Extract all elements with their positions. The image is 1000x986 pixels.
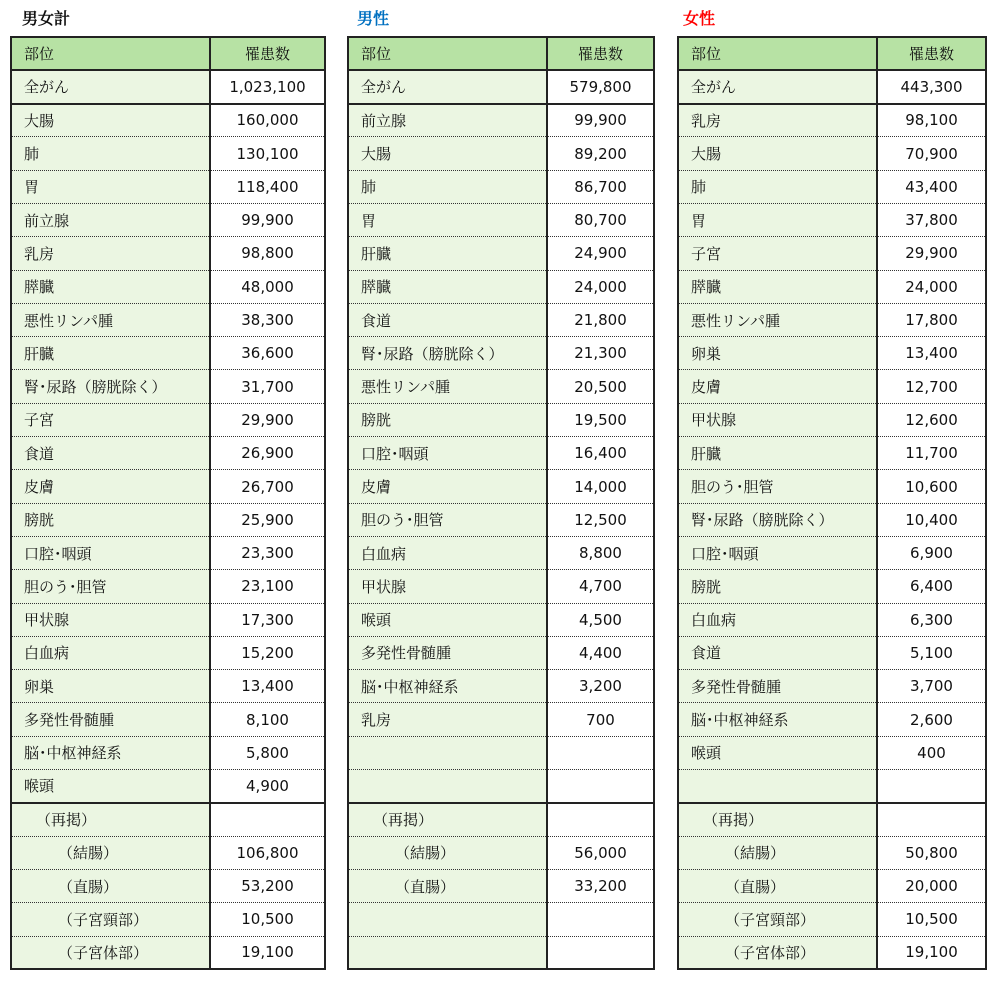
cases-cell: 33,200 <box>547 869 654 902</box>
cases-cell <box>547 903 654 936</box>
empty-cell <box>547 803 654 836</box>
site-cell: 多発性骨髄腫 <box>11 703 210 736</box>
site-cell: （子宮頸部） <box>11 903 210 936</box>
reprint-row <box>348 936 654 969</box>
cases-cell: 20,000 <box>877 869 986 902</box>
table-row <box>11 237 325 270</box>
cases-cell: 37,800 <box>877 203 986 236</box>
site-cell: （直腸） <box>348 869 547 902</box>
site-cell: 脳･中枢神経系 <box>348 670 547 703</box>
site-cell: 甲状腺 <box>678 403 877 436</box>
site-cell: 多発性骨髄腫 <box>348 636 547 669</box>
table-row <box>11 137 325 170</box>
cases-cell: 10,500 <box>210 903 325 936</box>
site-cell: 卵巣 <box>678 337 877 370</box>
site-cell: 胃 <box>678 203 877 236</box>
cases-cell: 19,100 <box>210 936 325 969</box>
site-cell: 皮膚 <box>348 470 547 503</box>
cases-cell: 26,700 <box>210 470 325 503</box>
reprint-row <box>11 836 325 869</box>
site-cell: 脳･中枢神経系 <box>11 736 210 769</box>
cases-cell: 15,200 <box>210 636 325 669</box>
site-cell: 甲状腺 <box>11 603 210 636</box>
site-cell: 甲状腺 <box>348 570 547 603</box>
header-cases: 罹患数 <box>877 37 986 70</box>
site-cell: 胆のう･胆管 <box>678 470 877 503</box>
cases-cell: 24,000 <box>877 270 986 303</box>
cases-cell: 98,800 <box>210 237 325 270</box>
cases-cell: 106,800 <box>210 836 325 869</box>
table-row <box>11 170 325 203</box>
cases-cell: 86,700 <box>547 170 654 203</box>
site-cell: （直腸） <box>678 869 877 902</box>
table-row <box>11 603 325 636</box>
cases-cell: 13,400 <box>210 670 325 703</box>
site-cell: 膵臓 <box>678 270 877 303</box>
cases-cell: 80,700 <box>547 203 654 236</box>
header-row <box>348 37 654 70</box>
reprint-row <box>11 936 325 969</box>
reprint-row <box>11 869 325 902</box>
cases-cell: 19,100 <box>877 936 986 969</box>
site-cell: 多発性骨髄腫 <box>678 670 877 703</box>
cases-cell: 24,900 <box>547 237 654 270</box>
site-cell: （子宮体部） <box>678 936 877 969</box>
table-row <box>11 370 325 403</box>
cases-cell: 6,900 <box>877 536 986 569</box>
table-row <box>11 536 325 569</box>
site-cell <box>348 736 547 769</box>
reprint-label: （再掲） <box>11 803 210 836</box>
cases-cell: 4,900 <box>210 770 325 803</box>
table-row <box>678 270 986 303</box>
cases-cell: 12,600 <box>877 403 986 436</box>
site-cell: 卵巣 <box>11 670 210 703</box>
site-cell: 皮膚 <box>11 470 210 503</box>
reprint-label: （再掲） <box>348 803 547 836</box>
site-cell: 胃 <box>11 170 210 203</box>
total-row <box>678 70 986 103</box>
total-row <box>11 70 325 103</box>
table-row <box>11 437 325 470</box>
incidence-table-female <box>677 36 987 970</box>
cases-cell: 38,300 <box>210 303 325 336</box>
site-cell: 白血病 <box>11 636 210 669</box>
cases-cell: 3,700 <box>877 670 986 703</box>
table-row <box>348 570 654 603</box>
cases-cell: 5,100 <box>877 636 986 669</box>
table-row <box>678 437 986 470</box>
site-cell: 乳房 <box>348 703 547 736</box>
table-row <box>348 104 654 137</box>
cases-cell: 23,100 <box>210 570 325 603</box>
cases-cell: 10,500 <box>877 903 986 936</box>
site-cell: 悪性リンパ腫 <box>11 303 210 336</box>
empty-cell <box>210 803 325 836</box>
table-row <box>678 503 986 536</box>
table-row <box>678 337 986 370</box>
cases-cell: 21,300 <box>547 337 654 370</box>
reprint-row <box>348 869 654 902</box>
site-cell: 大腸 <box>348 137 547 170</box>
table-row <box>348 636 654 669</box>
site-cell: 喉頭 <box>678 736 877 769</box>
site-cell: （子宮体部） <box>11 936 210 969</box>
table-row <box>348 137 654 170</box>
site-cell: 前立腺 <box>11 203 210 236</box>
table-row <box>11 203 325 236</box>
table-row <box>348 170 654 203</box>
site-cell: 胆のう･胆管 <box>11 570 210 603</box>
cases-cell: 17,800 <box>877 303 986 336</box>
cases-cell: 10,400 <box>877 503 986 536</box>
cases-cell: 400 <box>877 736 986 769</box>
cases-cell: 10,600 <box>877 470 986 503</box>
table-row <box>348 603 654 636</box>
table-row <box>11 770 325 803</box>
cases-cell: 99,900 <box>210 203 325 236</box>
cases-cell: 24,000 <box>547 270 654 303</box>
site-cell: 悪性リンパ腫 <box>348 370 547 403</box>
site-cell: 大腸 <box>11 104 210 137</box>
site-cell: 全がん <box>11 70 210 103</box>
site-cell: （結腸） <box>348 836 547 869</box>
site-cell: 食道 <box>678 636 877 669</box>
table-row <box>678 603 986 636</box>
table-row <box>348 203 654 236</box>
cases-cell: 25,900 <box>210 503 325 536</box>
cases-cell <box>547 770 654 803</box>
site-cell: 全がん <box>678 70 877 103</box>
site-cell <box>348 770 547 803</box>
cases-cell: 70,900 <box>877 137 986 170</box>
table-row <box>678 303 986 336</box>
table-row <box>348 403 654 436</box>
header-cases: 罹患数 <box>547 37 654 70</box>
table-title-total: 男女計 <box>22 9 71 28</box>
site-cell: 乳房 <box>678 104 877 137</box>
reprint-row <box>11 903 325 936</box>
cases-cell: 17,300 <box>210 603 325 636</box>
cases-cell: 20,500 <box>547 370 654 403</box>
table-row <box>678 670 986 703</box>
incidence-table-male <box>347 36 655 970</box>
cases-cell: 13,400 <box>877 337 986 370</box>
cases-cell: 8,800 <box>547 536 654 569</box>
cases-cell: 3,200 <box>547 670 654 703</box>
table-row <box>348 736 654 769</box>
table-row <box>678 170 986 203</box>
header-site: 部位 <box>348 37 547 70</box>
table-row <box>11 670 325 703</box>
site-cell: 喉頭 <box>11 770 210 803</box>
table-row <box>678 536 986 569</box>
table-row <box>678 636 986 669</box>
table-row <box>11 337 325 370</box>
header-row <box>678 37 986 70</box>
table-title-female: 女性 <box>683 9 716 28</box>
cases-cell: 98,100 <box>877 104 986 137</box>
table-row <box>11 470 325 503</box>
site-cell: 白血病 <box>678 603 877 636</box>
cases-cell: 50,800 <box>877 836 986 869</box>
cases-cell: 23,300 <box>210 536 325 569</box>
table-row <box>348 337 654 370</box>
table-row <box>348 470 654 503</box>
site-cell: 食道 <box>11 437 210 470</box>
reprint-row <box>348 903 654 936</box>
cases-cell: 6,300 <box>877 603 986 636</box>
table-row <box>348 370 654 403</box>
cases-cell: 16,400 <box>547 437 654 470</box>
site-cell: 胃 <box>348 203 547 236</box>
table-row <box>678 203 986 236</box>
site-cell: 膀胱 <box>11 503 210 536</box>
site-cell: 全がん <box>348 70 547 103</box>
reprint-header-row <box>678 803 986 836</box>
cases-cell: 31,700 <box>210 370 325 403</box>
header-cases: 罹患数 <box>210 37 325 70</box>
site-cell <box>678 770 877 803</box>
site-cell: 前立腺 <box>348 104 547 137</box>
cases-cell: 1,023,100 <box>210 70 325 103</box>
cases-cell: 6,400 <box>877 570 986 603</box>
empty-cell <box>877 803 986 836</box>
header-site: 部位 <box>11 37 210 70</box>
cases-cell: 29,900 <box>877 237 986 270</box>
site-cell: 腎･尿路（膀胱除く） <box>678 503 877 536</box>
cases-cell: 56,000 <box>547 836 654 869</box>
table-row <box>348 536 654 569</box>
reprint-row <box>678 836 986 869</box>
cases-cell: 26,900 <box>210 437 325 470</box>
reprint-row <box>678 936 986 969</box>
cases-cell: 48,000 <box>210 270 325 303</box>
site-cell: 食道 <box>348 303 547 336</box>
site-cell: 悪性リンパ腫 <box>678 303 877 336</box>
cases-cell: 4,500 <box>547 603 654 636</box>
site-cell: 喉頭 <box>348 603 547 636</box>
reprint-label: （再掲） <box>678 803 877 836</box>
header-row <box>11 37 325 70</box>
cases-cell: 5,800 <box>210 736 325 769</box>
table-row <box>678 570 986 603</box>
cases-cell: 21,800 <box>547 303 654 336</box>
site-cell: 腎･尿路（膀胱除く） <box>348 337 547 370</box>
site-cell: 肺 <box>11 137 210 170</box>
table-row <box>11 403 325 436</box>
site-cell <box>348 936 547 969</box>
table-row <box>678 403 986 436</box>
table-row <box>348 270 654 303</box>
table-row <box>11 503 325 536</box>
site-cell: （結腸） <box>678 836 877 869</box>
table-row <box>348 770 654 803</box>
cases-cell: 130,100 <box>210 137 325 170</box>
cases-cell: 11,700 <box>877 437 986 470</box>
site-cell: 口腔･咽頭 <box>11 536 210 569</box>
cases-cell: 118,400 <box>210 170 325 203</box>
site-cell: （子宮頸部） <box>678 903 877 936</box>
table-row <box>678 470 986 503</box>
table-row <box>678 237 986 270</box>
cases-cell: 4,700 <box>547 570 654 603</box>
cases-cell: 99,900 <box>547 104 654 137</box>
site-cell: 肝臓 <box>11 337 210 370</box>
site-cell: 肝臓 <box>678 437 877 470</box>
cases-cell: 12,700 <box>877 370 986 403</box>
table-row <box>11 270 325 303</box>
site-cell: 大腸 <box>678 137 877 170</box>
table-title-male: 男性 <box>357 9 390 28</box>
site-cell: 肝臓 <box>348 237 547 270</box>
site-cell: 胆のう･胆管 <box>348 503 547 536</box>
table-row <box>348 303 654 336</box>
site-cell: 脳･中枢神経系 <box>678 703 877 736</box>
reprint-header-row <box>348 803 654 836</box>
cases-cell: 43,400 <box>877 170 986 203</box>
cases-cell: 443,300 <box>877 70 986 103</box>
table-row <box>11 736 325 769</box>
site-cell: 皮膚 <box>678 370 877 403</box>
cases-cell: 19,500 <box>547 403 654 436</box>
cases-cell <box>547 936 654 969</box>
cases-cell: 53,200 <box>210 869 325 902</box>
site-cell: 膵臓 <box>348 270 547 303</box>
table-row <box>11 703 325 736</box>
table-row <box>348 670 654 703</box>
table-row <box>11 104 325 137</box>
cases-cell: 8,100 <box>210 703 325 736</box>
cases-cell: 4,400 <box>547 636 654 669</box>
cases-cell <box>547 736 654 769</box>
cases-cell: 2,600 <box>877 703 986 736</box>
table-row <box>348 437 654 470</box>
header-site: 部位 <box>678 37 877 70</box>
cases-cell: 160,000 <box>210 104 325 137</box>
site-cell: （結腸） <box>11 836 210 869</box>
site-cell: 肺 <box>678 170 877 203</box>
table-row <box>348 703 654 736</box>
table-row <box>678 370 986 403</box>
table-row <box>678 770 986 803</box>
table-row <box>11 636 325 669</box>
total-row <box>348 70 654 103</box>
site-cell: 腎･尿路（膀胱除く） <box>11 370 210 403</box>
reprint-row <box>678 903 986 936</box>
cases-cell: 29,900 <box>210 403 325 436</box>
cases-cell <box>877 770 986 803</box>
table-row <box>678 736 986 769</box>
site-cell: 膵臓 <box>11 270 210 303</box>
site-cell: 子宮 <box>678 237 877 270</box>
site-cell: 膀胱 <box>678 570 877 603</box>
reprint-row <box>348 836 654 869</box>
site-cell: 乳房 <box>11 237 210 270</box>
incidence-table-total <box>10 36 326 970</box>
site-cell: 口腔･咽頭 <box>678 536 877 569</box>
reprint-row <box>678 869 986 902</box>
site-cell: （直腸） <box>11 869 210 902</box>
reprint-header-row <box>11 803 325 836</box>
site-cell <box>348 903 547 936</box>
cases-cell: 579,800 <box>547 70 654 103</box>
table-row <box>348 237 654 270</box>
table-row <box>678 104 986 137</box>
cases-cell: 12,500 <box>547 503 654 536</box>
cases-cell: 36,600 <box>210 337 325 370</box>
site-cell: 口腔･咽頭 <box>348 437 547 470</box>
table-row <box>678 137 986 170</box>
table-row <box>348 503 654 536</box>
cases-cell: 14,000 <box>547 470 654 503</box>
cases-cell: 700 <box>547 703 654 736</box>
site-cell: 膀胱 <box>348 403 547 436</box>
table-row <box>678 703 986 736</box>
table-row <box>11 303 325 336</box>
site-cell: 白血病 <box>348 536 547 569</box>
site-cell: 肺 <box>348 170 547 203</box>
table-row <box>11 570 325 603</box>
site-cell: 子宮 <box>11 403 210 436</box>
cases-cell: 89,200 <box>547 137 654 170</box>
